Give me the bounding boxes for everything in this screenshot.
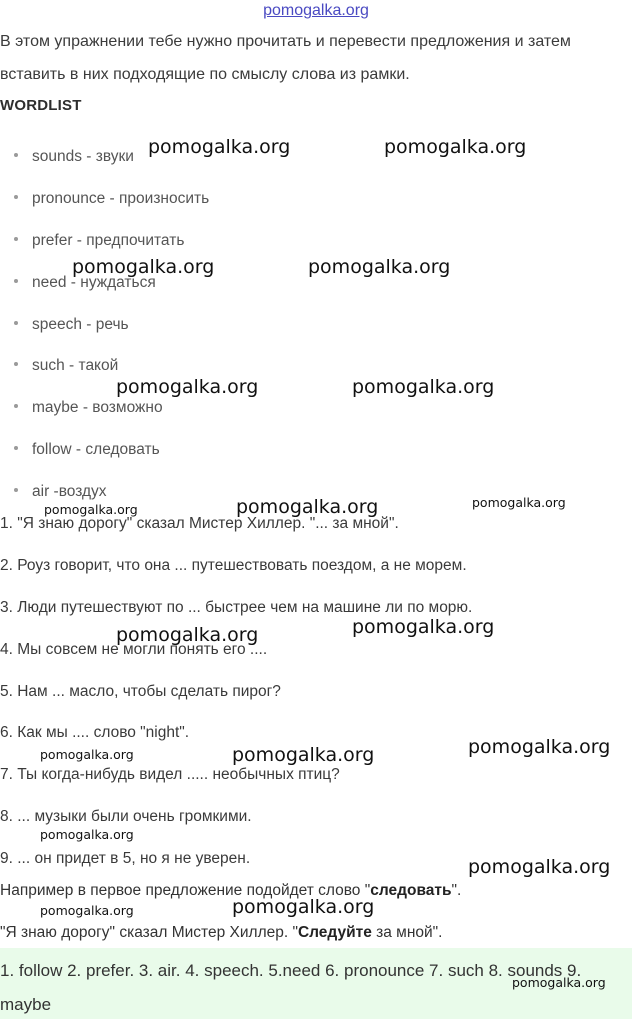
question-6: 6. Как мы .... слово "night". — [0, 724, 190, 741]
bullet-icon — [14, 446, 18, 450]
example-word-form: Следуйте — [297, 924, 372, 941]
watermark: pomogalka.org — [232, 744, 375, 766]
watermark: pomogalka.org — [148, 136, 291, 158]
watermark: pomogalka.org — [44, 502, 138, 517]
bullet-icon — [14, 279, 18, 283]
watermark: pomogalka.org — [352, 376, 495, 398]
wordlist-item: such - такой — [14, 357, 118, 375]
wordlist-item: sounds - звуки — [14, 148, 134, 166]
watermark: pomogalka.org — [468, 856, 611, 878]
question-8: 8. ... музыки были очень громкими. — [0, 808, 252, 825]
wordlist-item: maybe - возможно — [14, 399, 163, 417]
bullet-icon — [14, 237, 18, 241]
answers-text: 1. follow 2. prefer. 3. air. 4. speech. 5.need 6. pronounce 7. such 8. sounds 9. maybe — [0, 961, 582, 1014]
watermark: pomogalka.org — [40, 747, 134, 762]
wordlist-item: speech - речь — [14, 316, 129, 334]
bullet-icon — [14, 195, 18, 199]
question-7: 7. Ты когда-нибудь видел ..... необычных птиц? — [0, 766, 340, 783]
wordlist-item: prefer - предпочитать — [14, 232, 184, 250]
wordlist-item: air -воздух — [14, 483, 107, 501]
watermark: pomogalka.org — [116, 376, 259, 398]
bullet-icon — [14, 153, 18, 157]
watermark: pomogalka.org — [40, 903, 134, 918]
example-line-1: Например в первое предложение подойдет слово "следовать". — [0, 882, 462, 899]
question-2: 2. Роуз говорит, что она ... путешествовать поездом, а не морем. — [0, 557, 467, 574]
watermark: pomogalka.org — [468, 736, 611, 758]
example-word: следовать — [370, 882, 452, 899]
watermark: pomogalka.org — [232, 896, 375, 918]
bullet-icon — [14, 321, 18, 325]
question-4: 4. Мы совсем не могли понять его .... — [0, 641, 268, 658]
wordlist-title: WORDLIST — [0, 97, 82, 114]
question-9: 9. ... он придет в 5, но я не уверен. — [0, 850, 251, 867]
watermark: pomogalka.org — [72, 256, 215, 278]
watermark: pomogalka.org — [472, 495, 566, 510]
wordlist-item: pronounce - произносить — [14, 190, 209, 208]
intro-line-2: вставить в них подходящие по смыслу слова из рамки. — [0, 66, 410, 83]
watermark: pomogalka.org — [40, 827, 134, 842]
question-5: 5. Нам ... масло, чтобы сделать пирог? — [0, 683, 281, 700]
question-1: 1. "Я знаю дорогу" сказал Мистер Хиллер. "... за мной". — [0, 515, 399, 532]
question-3: 3. Люди путешествуют по ... быстрее чем на машине ли по морю. — [0, 599, 473, 616]
bullet-icon — [14, 488, 18, 492]
bullet-icon — [14, 362, 18, 366]
intro-line-1: В этом упражнении тебе нужно прочитать и перевести предложения и затем — [0, 33, 571, 50]
watermark: pomogalka.org — [352, 616, 495, 638]
watermark: pomogalka.org — [308, 256, 451, 278]
bullet-icon — [14, 404, 18, 408]
wordlist-item: need - нуждаться — [14, 274, 156, 292]
watermark: pomogalka.org — [384, 136, 527, 158]
example-line-2: "Я знаю дорогу" сказал Мистер Хиллер. "Следуйте за мной". — [0, 924, 443, 941]
watermark: pomogalka.org — [116, 624, 259, 646]
watermark: pomogalka.org — [236, 496, 379, 518]
wordlist-item: follow - следовать — [14, 441, 160, 459]
site-header-link[interactable]: pomogalka.org — [263, 2, 369, 19]
watermark: pomogalka.org — [512, 975, 606, 990]
